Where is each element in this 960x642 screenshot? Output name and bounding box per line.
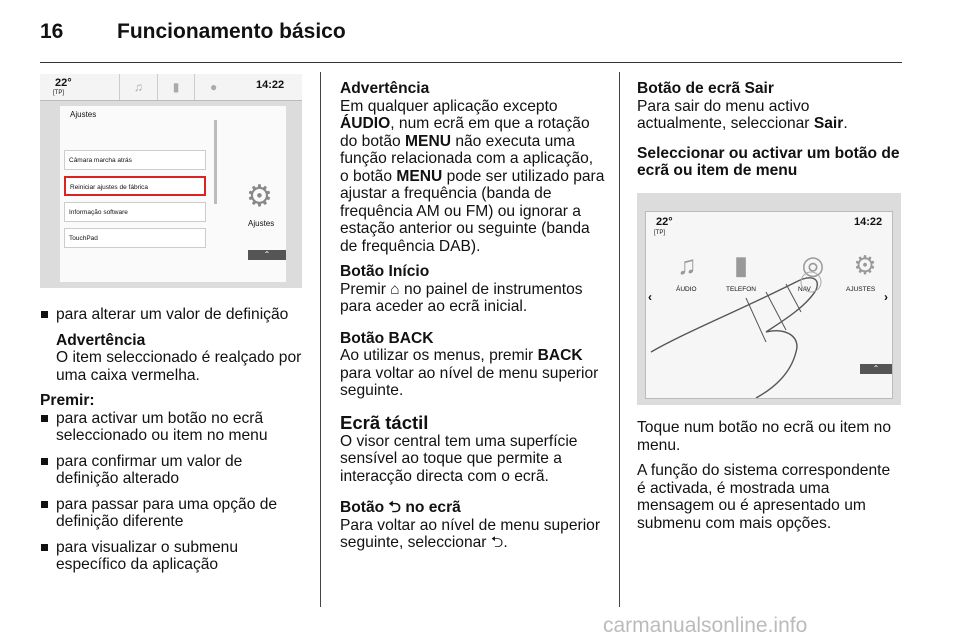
bullet-text: para passar para uma opção de definição diferente [56, 495, 278, 530]
back-icon-title: Botão ⮌ no ecrã [340, 499, 461, 516]
music-icon: ♫ [119, 74, 157, 100]
settings-label: Ajustes [248, 219, 275, 228]
temperature: 22° [55, 77, 72, 89]
home-icon: ⌂ [390, 280, 400, 298]
touch-screen-heading: Ecrã táctil [340, 411, 429, 433]
warning-text: O item seleccionado é realçado por uma caixa vermelha. [56, 349, 302, 384]
back-icon-text: Para voltar ao nível de menu superior seguinte, seleccionar ⮌. [340, 516, 601, 551]
tp-indicator: [TP] [53, 90, 65, 96]
nav-icon: ◎ [801, 250, 825, 280]
touch-screen-text: O visor central tem uma superfície sensível ao toque que permite a interacção directa com o ecrã. [340, 432, 578, 485]
bullet-text: para activar um botão no ecrã seleccionado ou item no menu [56, 409, 268, 444]
music-icon: ♫ [677, 250, 697, 280]
back-button-title: Botão BACK [340, 329, 434, 347]
tp-indicator: [TP] [654, 230, 666, 236]
header-rule [40, 62, 902, 63]
temperature: 22° [656, 216, 673, 228]
select-heading: Seleccionar ou activar um botão de ecrã ou item de menu [637, 144, 900, 179]
warning-title: Advertência [340, 80, 430, 97]
chevron-up-icon: ⌃ [860, 364, 892, 374]
bullet-icon [41, 415, 48, 422]
column-3-lower [637, 419, 902, 540]
bullet-text: para visualizar o submenu específico da aplicação [56, 538, 239, 573]
home-screen [645, 211, 893, 399]
page-title: Funcionamento básico [117, 20, 346, 43]
app-label: ÁUDIO [676, 286, 697, 293]
function-description: A função do sistema correspondente é activada, é mostrada uma mensagem ou é apresentado um submenu com mais opções. [637, 462, 891, 532]
page-number: 16 [40, 20, 64, 43]
bullet-icon [41, 544, 48, 551]
bullet-icon [41, 311, 48, 318]
chevron-right-icon: › [884, 290, 888, 304]
nav-icon: ● [194, 74, 232, 100]
settings-screenshot [40, 74, 302, 288]
back-button-text: Ao utilizar os menus, premir BACK para voltar ao nível de menu superior seguinte. [340, 347, 599, 399]
clock: 14:22 [256, 79, 285, 91]
panel-heading: Ajustes [70, 110, 97, 119]
home-screenshot [637, 193, 901, 405]
chevron-left-icon: ‹ [648, 290, 652, 304]
chevron-up-icon: ⌃ [248, 250, 286, 260]
column-2 [340, 80, 605, 560]
gear-icon: ⚙ [853, 250, 877, 280]
gear-icon: ⚙ [246, 180, 273, 213]
list-item: Câmara marcha atrás [64, 150, 206, 170]
phone-icon: ▮ [157, 74, 195, 100]
warning-paragraph: Em qualquer aplicação excepto ÁUDIO, num ecrã em que a rotação do botão MENU não executa uma função relacionada com a aplicação, o botão MENU pode ser utilizado para ajustar a frequência (banda de frequência AM ou FM) ou ignorar a estação anterior ou seguinte (banda de frequência DAB). [340, 97, 605, 255]
status-bar [40, 74, 302, 101]
bullet-text: para confirmar um valor de definição alterado [56, 452, 243, 487]
bullet-text: para alterar um valor de definição [56, 306, 289, 323]
exit-button-title: Botão de ecrã Sair [637, 80, 774, 97]
premir-label: Premir: [40, 392, 95, 409]
exit-button-text: Para sair do menu activo actualmente, seleccionar Sair. [637, 97, 848, 132]
bullet-icon [41, 458, 48, 465]
hand-icon [646, 212, 892, 398]
list-item: TouchPad [64, 228, 206, 248]
watermark: carmanualsonline.info [603, 614, 808, 637]
column-1 [40, 306, 305, 582]
scrollbar [214, 120, 217, 204]
bullet-icon [41, 501, 48, 508]
list-item-selected: Reiniciar ajustes de fábrica [64, 176, 206, 196]
column-rule-2 [619, 72, 620, 607]
home-button-title: Botão Início [340, 263, 430, 280]
warning-title: Advertência [56, 331, 146, 349]
clock: 14:22 [854, 216, 883, 228]
home-button-text: Premir ⌂ no painel de instrumentos para aceder ao ecrã inicial. [340, 280, 583, 315]
column-rule-1 [320, 72, 321, 607]
back-arrow-icon: ⮌ [490, 534, 504, 551]
touch-instruction: Toque num botão no ecrã ou item no menu. [637, 419, 891, 454]
app-label: AJUSTES [846, 286, 876, 293]
back-arrow-icon: ⮌ [388, 499, 402, 516]
app-label: NAV [798, 286, 811, 293]
app-label: TELEFON [726, 286, 756, 293]
column-3 [637, 80, 902, 180]
phone-icon: ▮ [733, 250, 749, 280]
list-item: Informação software [64, 202, 206, 222]
